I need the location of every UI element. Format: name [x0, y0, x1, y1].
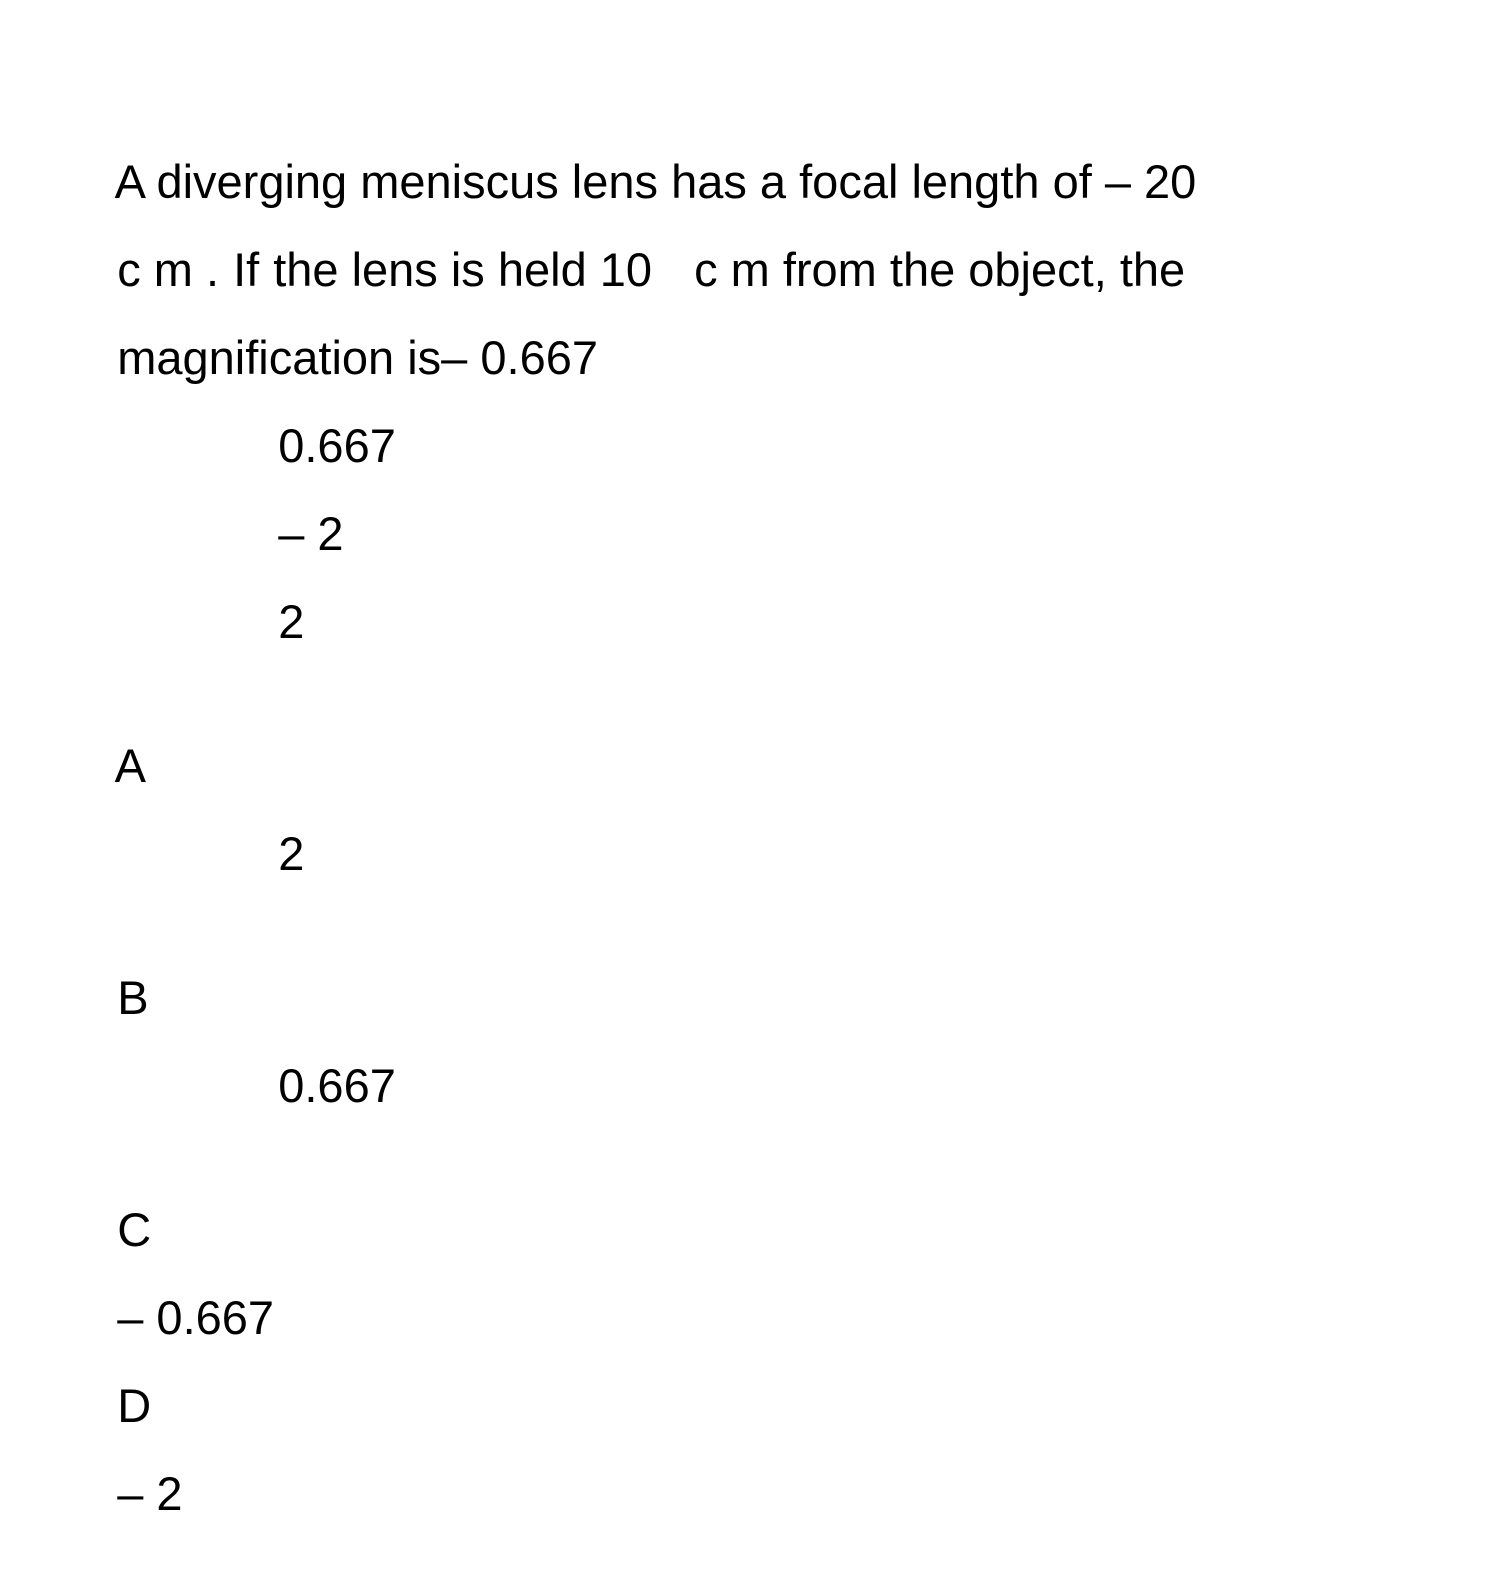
- unit-cm-1: c m .: [117, 243, 220, 296]
- question-inline-value: – 0.667: [441, 331, 598, 384]
- question-text-if: If: [233, 243, 260, 296]
- question-text-distance: c m from the object, the: [694, 243, 1186, 296]
- option-a-letter[interactable]: A: [114, 739, 146, 792]
- option-c-value[interactable]: – 0.667: [117, 1291, 275, 1344]
- question-text-magnification: magnification is: [117, 331, 442, 384]
- option-b-letter[interactable]: B: [117, 971, 149, 1024]
- question-text-held: the lens is held 10: [273, 243, 653, 296]
- question-text-1: A diverging meniscus lens has a focal length of – 20: [114, 155, 1197, 208]
- question-extra-value-3: 2: [278, 595, 305, 648]
- option-d-value[interactable]: – 2: [117, 1467, 183, 1520]
- option-c-letter[interactable]: C: [117, 1203, 152, 1256]
- option-b-value[interactable]: 0.667: [278, 1059, 396, 1112]
- question-extra-value-2: – 2: [278, 507, 344, 560]
- question-extra-value-1: 0.667: [278, 419, 396, 472]
- option-d-letter[interactable]: D: [117, 1379, 152, 1432]
- option-a-value[interactable]: 2: [278, 827, 305, 880]
